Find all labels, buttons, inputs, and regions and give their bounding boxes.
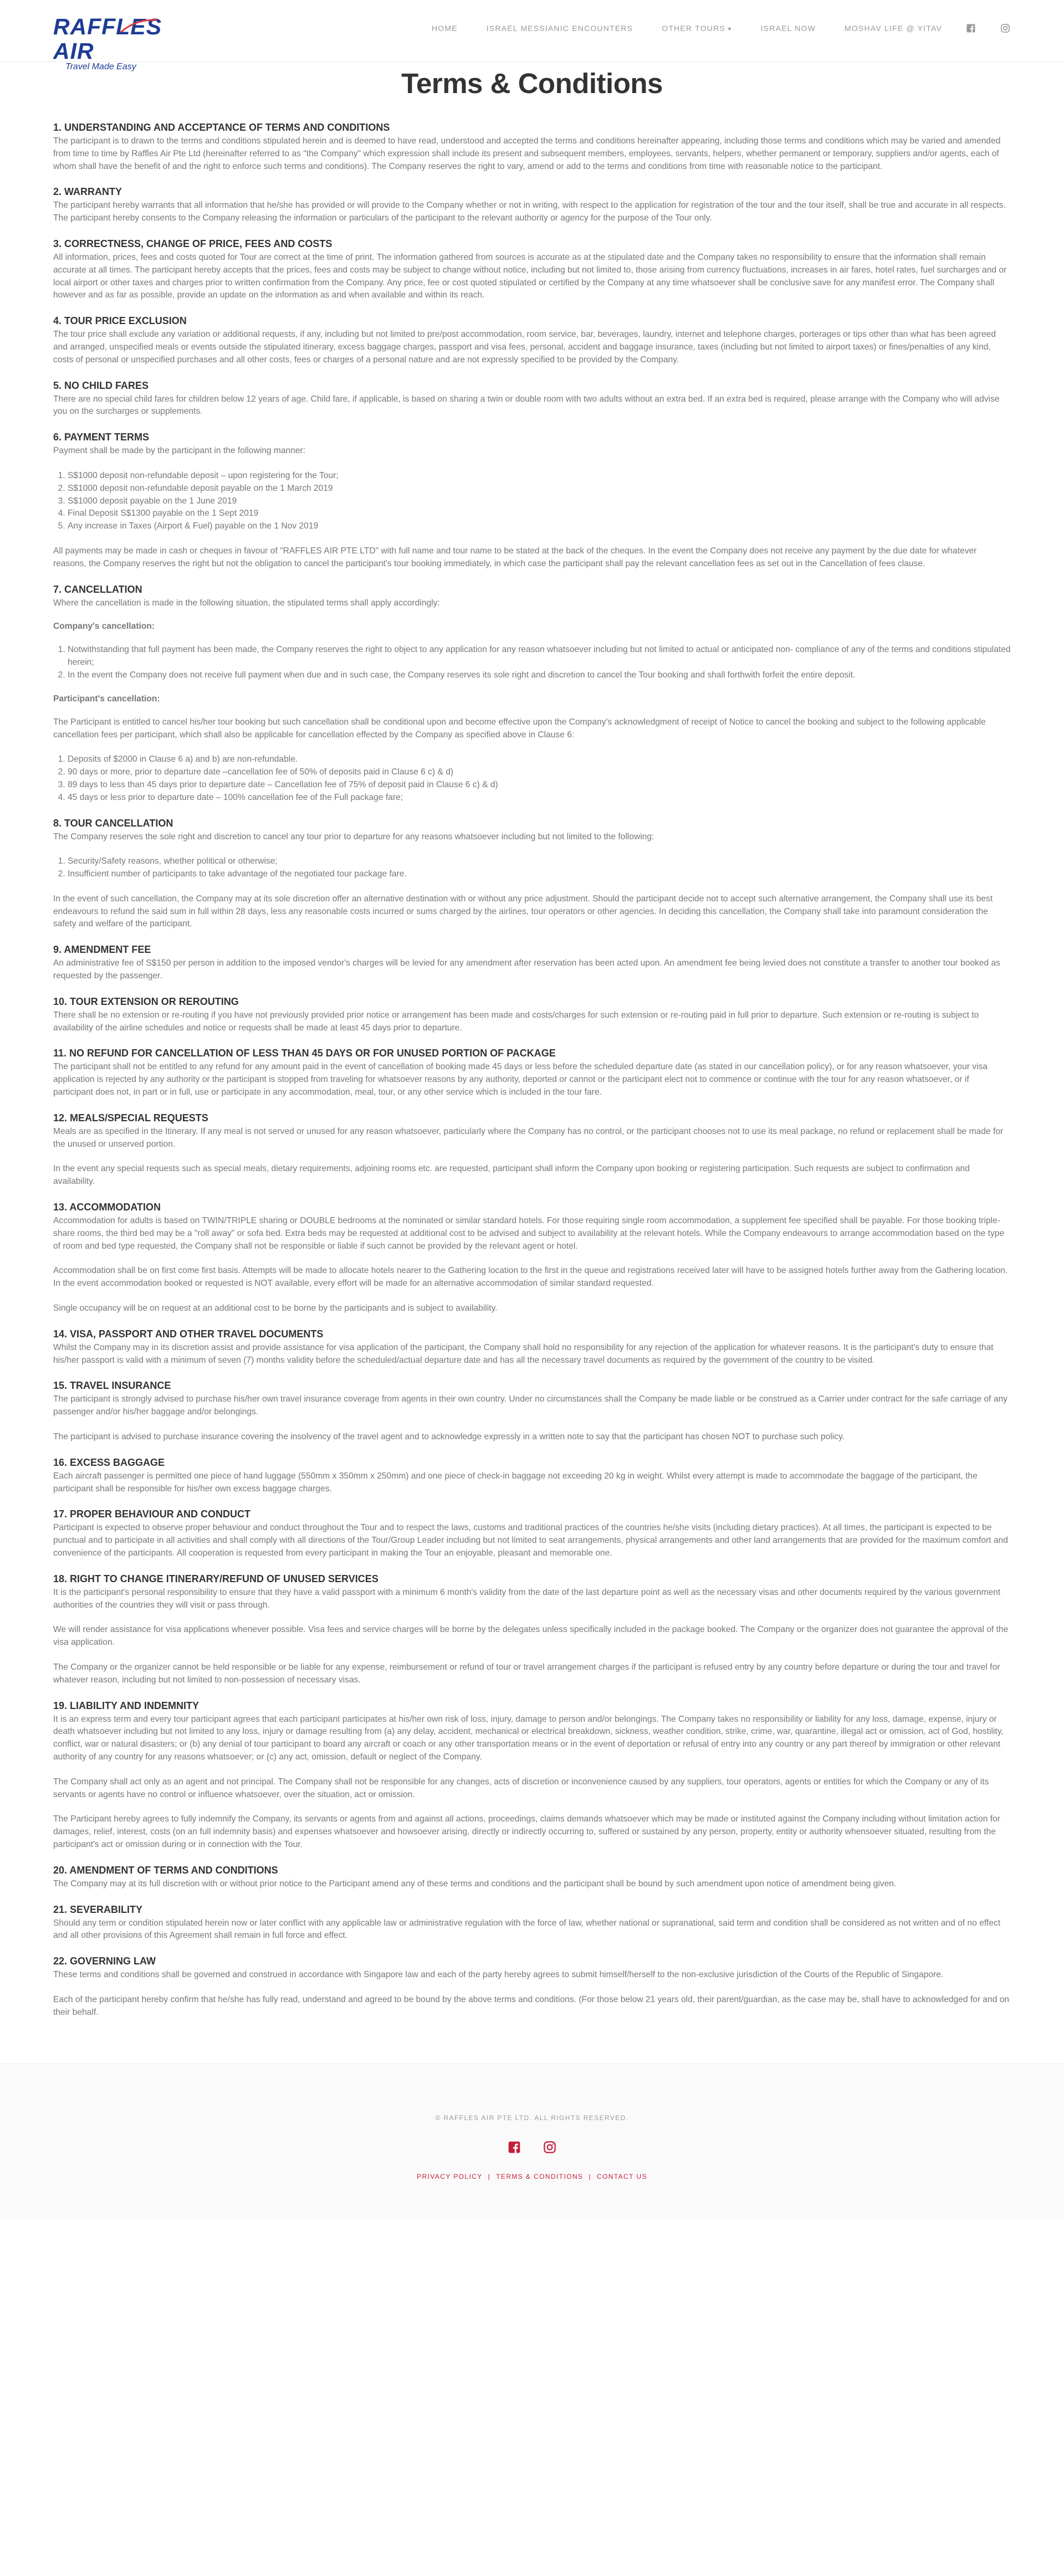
section-heading: 14. VISA, PASSPORT AND OTHER TRAVEL DOCUMENTS [53, 1328, 324, 1340]
company-cancellation-list [53, 644, 1011, 681]
page-title: Terms & Conditions [401, 68, 663, 99]
section-text: The participant is advised to purchase insurance covering the insolvency of the travel agent and to acknowledge expressly in a written note to say that the participant has chosen NOT to purchase such policy. [53, 1432, 845, 1442]
section-heading: 16. EXCESS BAGGAGE [53, 1456, 165, 1468]
list-item: 3. S$1000 deposit payable on the 1 June 2019 [68, 495, 1011, 508]
section-text: Each aircraft passenger is permitted one piece of hand luggage (550mm x 350mm x 250mm) and one piece of check-in baggage not exceeding 20 kg in weight. Whilst every attempt is made to accommodate the baggage of the participant, the participant shall be responsible for his/her own excess baggage charges. [53, 1471, 978, 1494]
section-13 [53, 1200, 1011, 1315]
section-heading: 15. TRAVEL INSURANCE [53, 1380, 171, 1392]
section-text: The participant is to drawn to the terms and conditions stipulated herein and is deemed to have read, understood and accepted the terms and conditions hereinafter appearing, including those terms and conditions which may be varied and amended from time to time by Raffles Air Pte Ltd (hereinafter referred to as "the Company" which expression shall include its present and subsequent members, employees, servants, helpers, whether permanent or temporary, suppliers and/or agents, each of whom shall have the benefit of and the right to enforce such terms and conditions). The Company reserves the right to vary, amend or add to the terms and conditions from time with reasonable notice to the participant. [53, 136, 1001, 171]
main-content [53, 62, 1011, 2019]
site-footer [0, 2064, 1064, 2219]
section-heading: 19. LIABILITY AND INDEMNITY [53, 1700, 200, 1711]
section-heading: 10. TOUR EXTENSION OR REROUTING [53, 995, 239, 1007]
section-20 [53, 1864, 1011, 1891]
section-text: It is the participant's personal responsibility to ensure that they have a valid passport with a minimum 6 month's validity from the date of the last departure point as well as the necessary visas and other documents required by the various government authorities of the countries they will visit or pass through. [53, 1587, 1001, 1610]
section-text: The Participant is entitled to cancel his/her tour booking but such cancellation shall be conditional upon and become effective upon the Company's acknowledgment of receipt of Notice to cancel the booking and subject to the following applicable cancellation fees per participant, which shall also be applicable for cancellation effected by the Company as specified above in Clause 6: [53, 717, 986, 740]
list-item: 4. 45 days or less prior to departure date – 100% cancellation fee of the Full package fare; [68, 792, 1011, 804]
section-7 [53, 583, 1011, 804]
section-6 [53, 430, 1011, 570]
subheading-company-cancellation: Company's cancellation: [53, 622, 155, 632]
section-text: The tour price shall exclude any variation or additional requests, if any, including but not limited to pre/post accommodation, room service, bar, beverages, laundry, internet and telephone charges, porterages or tips other than what has been agreed and arranged, unspecified meals or events outside the stipulated itinerary, excess baggage charges, passport and visa fees, personal, accident and baggage insurance, taxes (including but not limited to airport taxes) or fines/penalties of any kind, costs of personal or unspecified purchases and all other costs, fees or charges of a personal nature and are not expressly specified to be provided by the Company. [53, 330, 996, 365]
section-17 [53, 1507, 1011, 1559]
section-heading: 6. PAYMENT TERMS [53, 432, 150, 443]
section-text: We will render assistance for visa applications whenever possible. Visa fees and service charges will be borne by the delegates unless specifically included in the package booked. The Company or the organizer does not guarantee the approval of the visa application. [53, 1625, 1009, 1648]
list-item: 4. Final Deposit S$1300 payable on the 1 Sept 2019 [68, 507, 1011, 520]
list-item: 2. 90 days or more, prior to departure date –cancellation fee of 50% of deposits paid in Clause 6 c) & d) [68, 766, 1011, 779]
instagram-icon[interactable] [543, 2141, 556, 2154]
section-15 [53, 1379, 1011, 1443]
section-8 [53, 817, 1011, 931]
section-text: Accommodation shall be on first come first basis. Attempts will be made to allocate hotels nearer to the Gathering location to the first in the queue and registrations received later will have to be assigned hotels further away from the Gathering location. In the event accommodation booked or requested is NOT available, every effort will be made for an alternative accommodation of similar standard requested. [53, 1266, 1008, 1289]
section-16 [53, 1456, 1011, 1496]
list-item: 5. Any increase in Taxes (Airport & Fuel) payable on the 1 Nov 2019 [68, 520, 1011, 533]
section-text: Should any term or condition stipulated herein now or later conflict with any applicable law or administrative regulation with the force of law, whether national or supranational, said term and condition shall be considered as not written and of no effect and all other provisions of this Agreement shall remain in full force and effect. [53, 1918, 1001, 1941]
section-10 [53, 995, 1011, 1035]
section-text: Whilst the Company may in its discretion assist and provide assistance for visa application of the participant, the Company shall hold no responsibility for any rejection of the application for whatever reasons. It is the participant's duty to ensure that his/her passport is valid with a minimum of seven (7) months validity before the scheduled/actual departure date and has all the necessary travel documents as required by the government of the country to be visited. [53, 1342, 994, 1365]
facebook-icon[interactable] [508, 2141, 521, 2154]
section-heading: 8. TOUR CANCELLATION [53, 817, 173, 829]
section-text: The Company shall act only as an agent and not principal. The Company shall not be responsible for any changes, acts of discretion or inconvenience caused by any suppliers, tour operators, agents or entities for which the Company or any of its servants or agents have no control or influence whatsoever, over the situation, act or omission. [53, 1777, 989, 1799]
instagram-icon[interactable] [1000, 23, 1011, 34]
section-heading: 13. ACCOMMODATION [53, 1202, 161, 1213]
section-heading: 4. TOUR PRICE EXCLUSION [53, 315, 187, 327]
section-21 [53, 1903, 1011, 1943]
section-heading: 5. NO CHILD FARES [53, 379, 149, 391]
link-separator: | [488, 2172, 491, 2180]
contact-us-link[interactable]: CONTACT US [596, 2172, 647, 2180]
subheading-participant-cancellation: Participant's cancellation: [53, 694, 160, 704]
nav-israel-messianic-encounters[interactable]: ISRAEL MESSIANIC ENCOUNTERS [486, 24, 633, 33]
section-heading: 17. PROPER BEHAVIOUR AND CONDUCT [53, 1508, 251, 1520]
section-text: Where the cancellation is made in the following situation, the stipulated terms shall apply accordingly: [53, 598, 440, 608]
nav-home[interactable]: HOME [431, 24, 458, 33]
list-item: 1. Deposits of $2000 in Clause 6 a) and b) are non-refundable. [68, 753, 1011, 766]
section-heading: 18. RIGHT TO CHANGE ITINERARY/REFUND OF UNUSED SERVICES [53, 1573, 378, 1584]
list-item: 1. S$1000 deposit non-refundable deposit – upon registering for the Tour; [68, 470, 1011, 483]
nav-moshav-life[interactable]: MOSHAV LIFE @ YITAV [844, 24, 942, 33]
site-header [0, 0, 1064, 71]
section-3 [53, 237, 1011, 302]
facebook-icon[interactable] [965, 23, 976, 34]
nav-israel-now[interactable]: ISRAEL NOW [760, 24, 816, 33]
section-4 [53, 314, 1011, 366]
section-text: Participant is expected to observe proper behaviour and conduct throughout the Tour and to respect the laws, customs and traditional practices of the countries he/she visits (including dietary practices). At all times, the participant is expected to be punctual and to participate in all activities and shall comply with all directions of the Tour/Group Leader including but not limited to seat arrangements, physical arrangements and other land arrangements that are provided for the maximum comfort and convenience of the participants. All cooperation is requested from every participant in making the Tour an enjoyable, pleasant and memorable one. [53, 1523, 1008, 1558]
section-text: All information, prices, fees and costs quoted for Tour are correct at the time of print. The information gathered from sources is accurate as at the stipulated date and the Company takes no responsibility to ensure that the information shall remain accurate at all times. The participant hereby accepts that the prices, fees and costs may be subject to change without notice, including but not limited to, those arising from currency fluctuations, increases in air fares, hotel rates, fuel surcharges and or local airport or other taxes and charges prior to written confirmation from the Company. Any price, fee or cost quoted stipulated or certified by the Company at any time whatsoever shall be conclusive save for any manifest error. The Company shall however and as far as possible, provide an update on the information as and when available and within its reach. [53, 252, 1007, 300]
section-2 [53, 185, 1011, 225]
main-nav [403, 22, 1011, 34]
section-text: Payment shall be made by the participant in the following manner: [53, 446, 306, 456]
section-text: An administrative fee of S$150 per person in addition to the imposed vendor's charges will be levied for any amendment after reservation has been acted upon. An amendment fee being levied does not constitute a transfer to another tour booked as requested by the passenger. [53, 958, 1000, 981]
copyright-text: © RAFFLES AIR PTE LTD. ALL RIGHTS RESERVED. [435, 2113, 629, 2122]
section-heading: 21. SEVERABILITY [53, 1903, 143, 1915]
section-22 [53, 1954, 1011, 2019]
section-text: It is an express term and every tour participant agrees that each participant participates at his/her own risk of loss, injury, damage to person and/or belongings. The Company takes no responsibility or liability for any loss, damage, expense, injury or death whatsoever including but not limited to any loss, injury or damage resulting from (a) any delay, accident, mechanical or electrical breakdown, sickness, weather condition, strike, crime, war, quarantine, illegal act or omission, act of God, hostility, conflict, war or natural disasters; or (b) any denial of tour participant to board any aircraft or coach or any other transportation means or in the event of deportation or refusal of entry into any country or any part thereof by immigration or other relevant authority of any country for any reasons whatsoever; or (c) any act, omission, default or neglect of the Company. [53, 1714, 1004, 1762]
section-11 [53, 1046, 1011, 1099]
tour-cancellation-list [53, 855, 1011, 881]
footer-social [0, 2141, 1064, 2154]
section-text: These terms and conditions shall be governed and construed in accordance with Singapore law and each of the party hereby agrees to submit himself/herself to the non-exclusive jurisdiction of the Courts of the Republic of Singapore. [53, 1970, 944, 1980]
cancellation-fee-list [53, 753, 1011, 804]
link-separator: | [589, 2172, 591, 2180]
payment-list [53, 470, 1011, 533]
logo-swoosh-icon [120, 18, 158, 34]
section-heading: 20. AMENDMENT OF TERMS AND CONDITIONS [53, 1864, 278, 1876]
section-9 [53, 943, 1011, 983]
section-text: All payments may be made in cash or cheques in favour of "RAFFLES AIR PTE LTD" with full name and tour name to be stated at the back of the cheques. In the event the Company does not receive any payment by the due date for whatever reasons, the Company reserves the right but not the obligation to cancel the participant's tour booking immediately, in which case the participant shall pay the relevant cancellation fees as set out in the Cancellation of fees clause. [53, 546, 977, 568]
terms-conditions-link[interactable]: TERMS & CONDITIONS [496, 2172, 584, 2180]
section-text: The Company reserves the sole right and discretion to cancel any tour prior to departure for any reasons whatsoever including but not limited to the following: [53, 832, 654, 841]
section-14 [53, 1327, 1011, 1367]
list-item: 1. Security/Safety reasons, whether political or otherwise; [68, 855, 1011, 868]
brand-tagline: Travel Made Easy [65, 62, 136, 71]
nav-other-tours[interactable]: OTHER TOURS ▾ [662, 24, 732, 33]
section-text: The participant is strongly advised to purchase his/her own travel insurance coverage from agents in their own country. Under no circumstances shall the Company be made liable or be construed as a Carrier under contract for the safe carriage of any passenger and/or his/her baggage and/or belongings. [53, 1394, 1007, 1417]
section-text: In the event any special requests such as special meals, dietary requirements, adjoining rooms etc. are requested, participant shall inform the Company upon booking or registering participation. Such requests are subject to confirmation and availability. [53, 1164, 970, 1187]
section-12 [53, 1111, 1011, 1188]
section-heading: 22. GOVERNING LAW [53, 1956, 156, 1967]
section-text: Meals are as specified in the Itinerary. If any meal is not served or unused for any reason whatsoever, particularly where the Company has no control, or the participant chooses not to use its meal package, no refund or replacement shall be made for the unused or unserved portion. [53, 1126, 1004, 1149]
section-text: The participant hereby warrants that all information that he/she has provided or will provide to the Company whether or not in writing, with respect to the application for registration of the tour and the tour itself, shall be true and accurate in all respects. The participant hereby consents to the Company releasing the information or particulars of the participant to the relevant authority or agency for the purpose of the Tour only. [53, 201, 1006, 223]
section-text: The Company or the organizer cannot be held responsible or be liable for any expense, reimbursement or refund of tour or travel arrangement charges if the participant is refused entry by any country before departure or during the tour and travel for whatever reason, including but not limited to non-possession of necessary visas. [53, 1662, 1000, 1685]
list-item: 2. Insufficient number of participants to take advantage of the negotiated tour package fare. [68, 868, 1011, 881]
section-text: The participant shall not be entitled to any refund for any amount paid in the event of cancellation of booking made 45 days or less before the scheduled departure date (as stated in our cancellation policy), or for any reason whatsoever, your visa application is rejected by any authority or the participant is stopped from traveling for whatsoever reasons by any authority, deported or cannot or the participant elect not to commence or continue with the tour for any reason whatsoever, or if participant does not, in part or in full, use or participate in any accommodation, meal, tour, or any other service which is included in the tour fare. [53, 1062, 988, 1097]
section-heading: 11. NO REFUND FOR CANCELLATION OF LESS THAN 45 DAYS OR FOR UNUSED PORTION OF PACKAGE [53, 1048, 556, 1059]
privacy-policy-link[interactable]: PRIVACY POLICY [417, 2172, 483, 2180]
section-text: Accommodation for adults is based on TWIN/TRIPLE sharing or DOUBLE bedrooms at the nominated or similar standard hotels. For those requiring single room accommodation, a supplement fee specified shall be payable. For those booking triple-share rooms, the third bed may be a "roll away" or sofa bed. Extra beds may be requested at additional cost to be advised and subject to availability at the relevant hotels. While the Company endeavours to arrange accommodation based on the type of room and bed type requested, the Company shall not be responsible or liable if such cannot be provided by the relevant agent or hotel. [53, 1216, 1005, 1251]
section-5 [53, 379, 1011, 419]
list-item: 1. Notwithstanding that full payment has been made, the Company reserves the right to object to any application for any reason whatsoever including but not limited to actual or anticipated non- compliance of any of the terms and conditions stipulated herein; [68, 644, 1011, 669]
brand-name: RAFFLES AIR [53, 14, 162, 64]
section-heading: 7. CANCELLATION [53, 583, 142, 595]
section-heading: 3. CORRECTNESS, CHANGE OF PRICE, FEES AND COSTS [53, 238, 332, 249]
section-19 [53, 1699, 1011, 1851]
section-text: In the event of such cancellation, the Company may at its sole discretion offer an alternative destination with or without any price adjustment. Should the participant decide not to accept such alternative arrangement, the Company shall use its best endeavours to refund the said sum in full within 28 days, less any reasonable costs incurred or sums charged by the airlines, tour operators or other agencies. In deciding this cancellation, the Company shall take into paramount consideration the safety and welfare of the participant. [53, 894, 993, 929]
section-heading: 9. AMENDMENT FEE [53, 944, 151, 956]
section-text: Single occupancy will be on request at an additional cost to be borne by the participants and is subject to availability. [53, 1304, 498, 1313]
list-item: 2. In the event the Company does not receive full payment when due and in such case, the Company reserves its sole right and discretion to cancel the Tour booking and shall forthwith forfeit the entire deposit. [68, 669, 1011, 682]
brand-logo[interactable] [53, 14, 197, 71]
section-text: There are no special child fares for children below 12 years of age. Child fare, if applicable, is based on sharing a twin or double room with two adults without an extra bed. If an extra bed is required, please arrange with the Company who will advise you on the surcharges or supplements. [53, 394, 1000, 417]
section-text: The Company may at its full discretion with or without prior notice to the Participant amend any of these terms and conditions and the participant shall be bound by such amendment upon notice of amendment being given. [53, 1879, 897, 1889]
list-item: 2. S$1000 deposit non-refundable deposit payable on the 1 March 2019 [68, 483, 1011, 495]
section-heading: 12. MEALS/SPECIAL REQUESTS [53, 1112, 208, 1123]
section-text: There shall be no extension or re-routing if you have not previously provided prior notice or arrangement has been made and costs/charges for such extension or re-routing paid in full prior to departure. Such extension or re-routing is subject to availability of the airline schedules and notice or requests shall be made at least 45 days prior to departure. [53, 1010, 979, 1033]
section-heading: 1. UNDERSTANDING AND ACCEPTANCE OF TERMS AND CONDITIONS [53, 122, 390, 133]
list-item: 3. 89 days to less than 45 days prior to departure date – Cancellation fee of 75% of deposit paid in Clause 6 c) & d) [68, 779, 1011, 792]
section-heading: 2. WARRANTY [53, 186, 122, 198]
section-18 [53, 1572, 1011, 1687]
footer-links [0, 2173, 1064, 2180]
section-text: Each of the participant hereby confirm that he/she has fully read, understand and agreed to be bound by the above terms and conditions. (For those below 21 years old, their parent/guardian, as the case may be, shall have to acknowledged for and on their behalf. [53, 1994, 1010, 2017]
section-text: The Participant hereby agrees to fully indemnify the Company, its servants or agents from and against all actions, proceedings, claims demands whatsoever which may be made or instituted against the Company including without limitation action for damages, relief, interest, costs (on an full indemnity basis) and expenses whatsoever and howsoever arising, directly or indirectly occurring to, suffered or sustained by any person, property, entity or authority whensoever situated, resulting from the participant's act or omission during or in connection with the Tour. [53, 1814, 1000, 1849]
section-1 [53, 121, 1011, 173]
